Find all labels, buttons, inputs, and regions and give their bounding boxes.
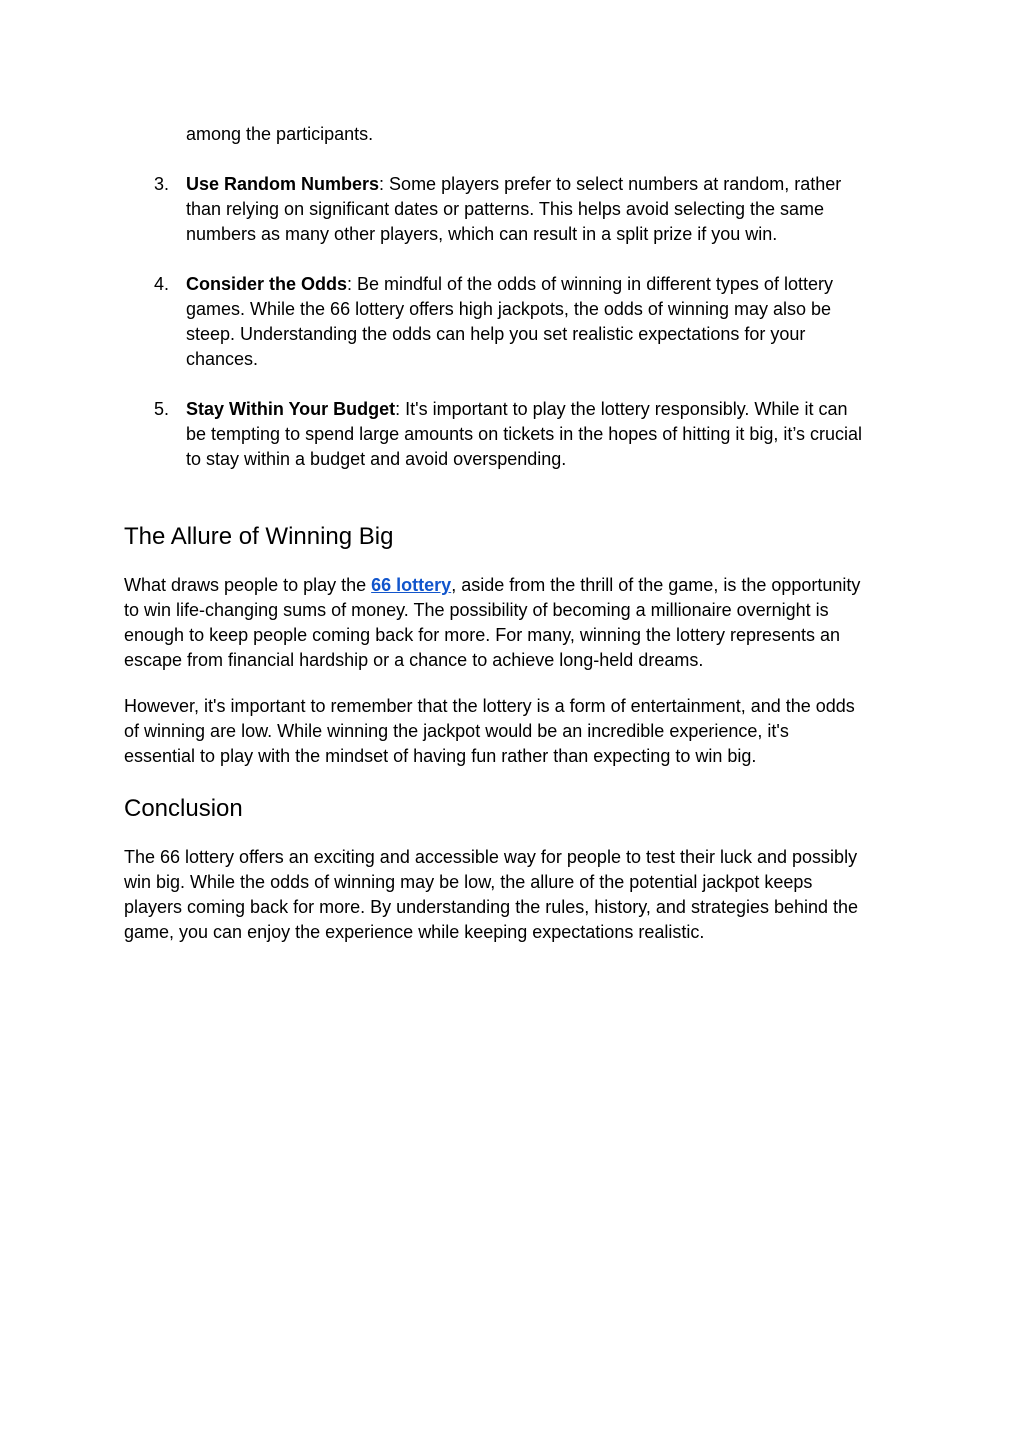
list-continuation-text: among the participants. bbox=[186, 124, 374, 144]
list-item-term: Stay Within Your Budget bbox=[186, 399, 396, 419]
list-item-number: 4. bbox=[154, 274, 170, 294]
list-item-line: games. While the 66 lottery offers high jackpots, the odds of winning may also be bbox=[186, 299, 832, 319]
paragraph-line: However, it's important to remember that the lottery is a form of entertainment, and the odds bbox=[124, 696, 855, 716]
paragraph-line: enough to keep people coming back for more. For many, winning the lottery represents an bbox=[124, 625, 841, 645]
paragraph-line: essential to play with the mindset of having fun rather than expecting to win big. bbox=[124, 746, 757, 766]
list-item-number: 5. bbox=[154, 399, 170, 419]
paragraph-line: What draws people to play the 66 lottery, aside from the thrill of the game, is the opportunity bbox=[124, 575, 861, 595]
list-item-line: Consider the Odds: Be mindful of the odds of winning in different types of lottery bbox=[186, 274, 833, 294]
list-item-line: to stay within a budget and avoid overspending. bbox=[186, 449, 567, 469]
list-item-line: Stay Within Your Budget: It's important to play the lottery responsibly. While it can bbox=[186, 399, 848, 419]
paragraph-line: to win life-changing sums of money. The possibility of becoming a millionaire overnight is bbox=[124, 600, 829, 620]
list-item-line: Use Random Numbers: Some players prefer to select numbers at random, rather bbox=[186, 174, 842, 194]
list-item-line: steep. Understanding the odds can help you set realistic expectations for your bbox=[186, 324, 806, 344]
paragraph-line: of winning are low. While winning the jackpot would be an incredible experience, it's bbox=[124, 721, 789, 741]
list-item-number: 3. bbox=[154, 174, 170, 194]
paragraph-line: The 66 lottery offers an exciting and accessible way for people to test their luck and possibly bbox=[124, 847, 858, 867]
section-heading-conclusion: Conclusion bbox=[124, 795, 243, 822]
paragraph-line: players coming back for more. By understanding the rules, history, and strategies behind the bbox=[124, 897, 859, 917]
list-item-line: than relying on significant dates or patterns. This helps avoid selecting the same bbox=[186, 199, 825, 219]
section-heading-allure: The Allure of Winning Big bbox=[124, 523, 394, 550]
paragraph-line: win big. While the odds of winning may be low, the allure of the potential jackpot keeps bbox=[124, 872, 813, 892]
list-item-term: Use Random Numbers bbox=[186, 174, 380, 194]
paragraph-line: game, you can enjoy the experience while keeping expectations realistic. bbox=[124, 922, 705, 942]
66-lottery-link[interactable]: 66 lottery bbox=[371, 575, 452, 595]
list-item-line: chances. bbox=[186, 349, 259, 369]
list-item-term: Consider the Odds bbox=[186, 274, 348, 294]
list-item-line: numbers as many other players, which can result in a split prize if you win. bbox=[186, 224, 778, 244]
list-item-line: be tempting to spend large amounts on tickets in the hopes of hitting it big, it’s crucial bbox=[186, 424, 863, 444]
paragraph-line: escape from financial hardship or a chance to achieve long-held dreams. bbox=[124, 650, 704, 670]
